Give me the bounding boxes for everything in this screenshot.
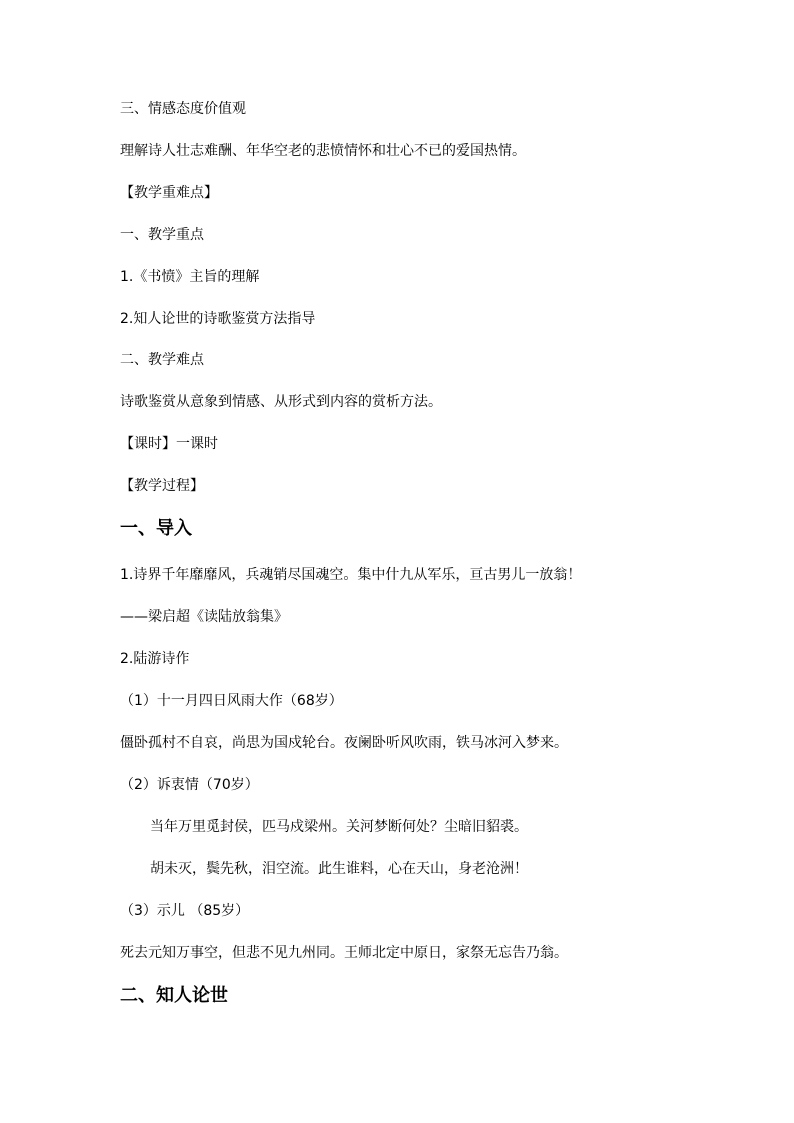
difficult-points-title: 二、教学难点 — [120, 352, 204, 368]
intro-item-1: 1.诗界千年靡靡风，兵魂销尽国魂空。集中什九从军乐，亘古男儿一放翁！ — [120, 567, 582, 583]
lesson-time: 【课时】一课时 — [120, 436, 218, 452]
poem-2-title: （2）诉衷情（70岁） — [120, 777, 259, 793]
intro-item-2: 2.陆游诗作 — [120, 651, 190, 667]
poem-2-line-2: 胡未灭，鬓先秋，泪空流。此生谁料，心在天山，身老沧洲！ — [150, 861, 528, 877]
intro-item-1-source: ——梁启超《读陆放翁集》 — [120, 609, 288, 625]
key-points-title: 一、教学重点 — [120, 227, 204, 243]
key-point-item-1: 1.《书愤》主旨的理解 — [120, 269, 260, 285]
poem-2-line-1: 当年万里觅封侯，匹马戍梁州。关河梦断何处？尘暗旧貂裘。 — [150, 819, 528, 835]
section2-heading: 二、知人论世 — [120, 985, 228, 1006]
section3-title: 三、情感态度价值观 — [120, 101, 246, 117]
key-point-item-2: 2.知人论世的诗歌鉴赏方法指导 — [120, 311, 316, 327]
poem-3-title: （3）示儿 （85岁） — [120, 903, 250, 919]
section3-text: 理解诗人壮志难酬、年华空老的悲愤情怀和壮心不已的爱国热情。 — [120, 143, 526, 159]
difficult-points-text: 诗歌鉴赏从意象到情感、从形式到内容的赏析方法。 — [120, 394, 442, 410]
intro-heading: 一、导入 — [120, 518, 192, 539]
poem-1-title: （1）十一月四日风雨大作（68岁） — [120, 693, 343, 709]
poem-1-text: 僵卧孤村不自哀，尚思为国戍轮台。夜阑卧听风吹雨，铁马冰河入梦来。 — [120, 735, 568, 751]
teaching-process-heading: 【教学过程】 — [120, 478, 204, 494]
poem-3-text: 死去元知万事空，但悲不见九州同。王师北定中原日，家祭无忘告乃翁。 — [120, 945, 568, 961]
key-difficult-heading: 【教学重难点】 — [120, 185, 218, 201]
